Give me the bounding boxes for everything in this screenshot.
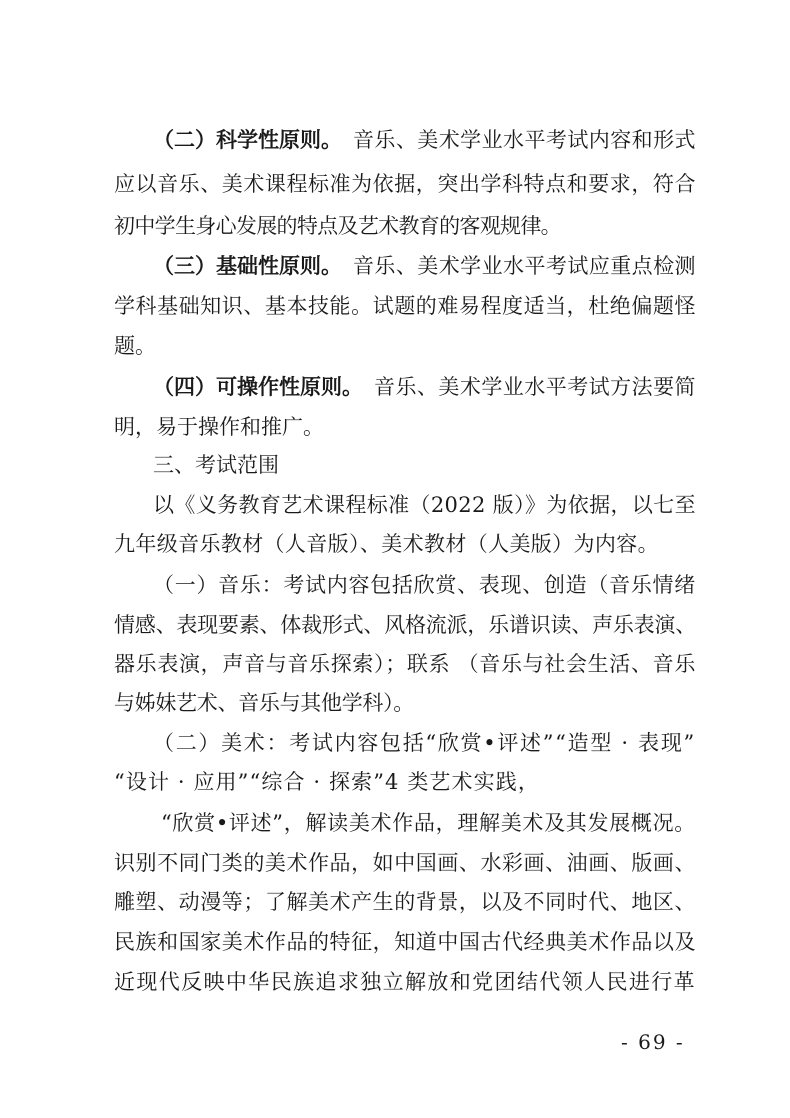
text-run: （二）美术：考试内容包括“欣赏•评述”“造型 · 表现”: [153, 731, 696, 755]
paragraph-line: [0, 367, 790, 407]
section-title: 三、考试范围: [153, 453, 279, 477]
paragraph-line: [0, 803, 790, 843]
paragraph-line: [0, 164, 790, 204]
paragraph-line: [0, 246, 790, 286]
paragraph-line: [0, 326, 790, 366]
paragraph-line: [0, 962, 790, 1002]
paragraph-line: [0, 120, 790, 160]
text-run: 近现代反映中华民族追求独立解放和党团结代领人民进行革: [114, 970, 696, 994]
paragraph-line: [0, 644, 790, 684]
text-run: 音乐、美术学业水平考试内容和形式: [353, 128, 696, 152]
paragraph-line: [0, 723, 790, 763]
paragraph-line: [0, 524, 790, 564]
text-run: （一）音乐：考试内容包括欣赏、表现、创造（音乐情绪: [153, 573, 696, 597]
paragraph-line: [0, 485, 790, 525]
section-heading: [0, 445, 790, 485]
text-run: “设计 · 应用”“综合 · 探索”4 类艺术实践，: [114, 770, 540, 794]
text-run: 与姊妹艺术、音乐与其他学科）。: [114, 691, 414, 715]
heading-bold: （二）科学性原则。: [153, 127, 342, 152]
text-run: 题。: [114, 334, 156, 358]
text-run: 以《义务教育艺术课程标准（2022 版）》为依据，以七至: [153, 493, 696, 517]
text-run: 音乐、美术学业水平考试方法要简: [374, 375, 696, 399]
paragraph-line: [0, 407, 790, 447]
text-run: 情感、表现要素、体裁形式、风格流派，乐谱识读、声乐表演、: [114, 613, 696, 637]
paragraph-line: [0, 762, 790, 802]
text-run: 明，易于操作和推广。: [114, 415, 324, 439]
text-run: 识别不同门类的美术作品，如中国画、水彩画、油画、版画、: [114, 851, 696, 875]
heading-bold: （三）基础性原则。: [153, 253, 342, 278]
text-run: 雕塑、动漫等；了解美术产生的背景，以及不同时代、地区、: [114, 890, 696, 914]
text-run: “欣赏•评述”，解读美术作品，理解美术及其发展概况。: [161, 811, 696, 835]
text-run: 民族和国家美术作品的特征，知道中国古代经典美术作品以及: [114, 930, 696, 954]
text-run: 学科基础知识、基本技能。试题的难易程度适当，杜绝偏题怪: [114, 294, 696, 318]
paragraph-line: [0, 605, 790, 645]
paragraph-line: [0, 206, 790, 246]
text-run: 九年级音乐教材（人音版）、美术教材（人美版）为内容。: [114, 532, 659, 556]
paragraph-line: [0, 683, 790, 723]
text-run: 器乐表演，声音与音乐探索）；联系 （音乐与社会生活、音乐: [114, 652, 696, 676]
text-run: 音乐、美术学业水平考试应重点检测: [353, 254, 696, 278]
heading-bold: （四）可操作性原则。: [153, 374, 363, 399]
paragraph-line: [0, 882, 790, 922]
page-number: - 69 -: [621, 1030, 685, 1054]
paragraph-line: [0, 843, 790, 883]
text-run: 应以音乐、美术课程标准为依据，突出学科特点和要求，符合: [114, 172, 696, 196]
text-run: 初中学生身心发展的特点及艺术教育的客观规律。: [114, 214, 561, 238]
paragraph-line: [0, 565, 790, 605]
paragraph-line: [0, 922, 790, 962]
paragraph-line: [0, 286, 790, 326]
